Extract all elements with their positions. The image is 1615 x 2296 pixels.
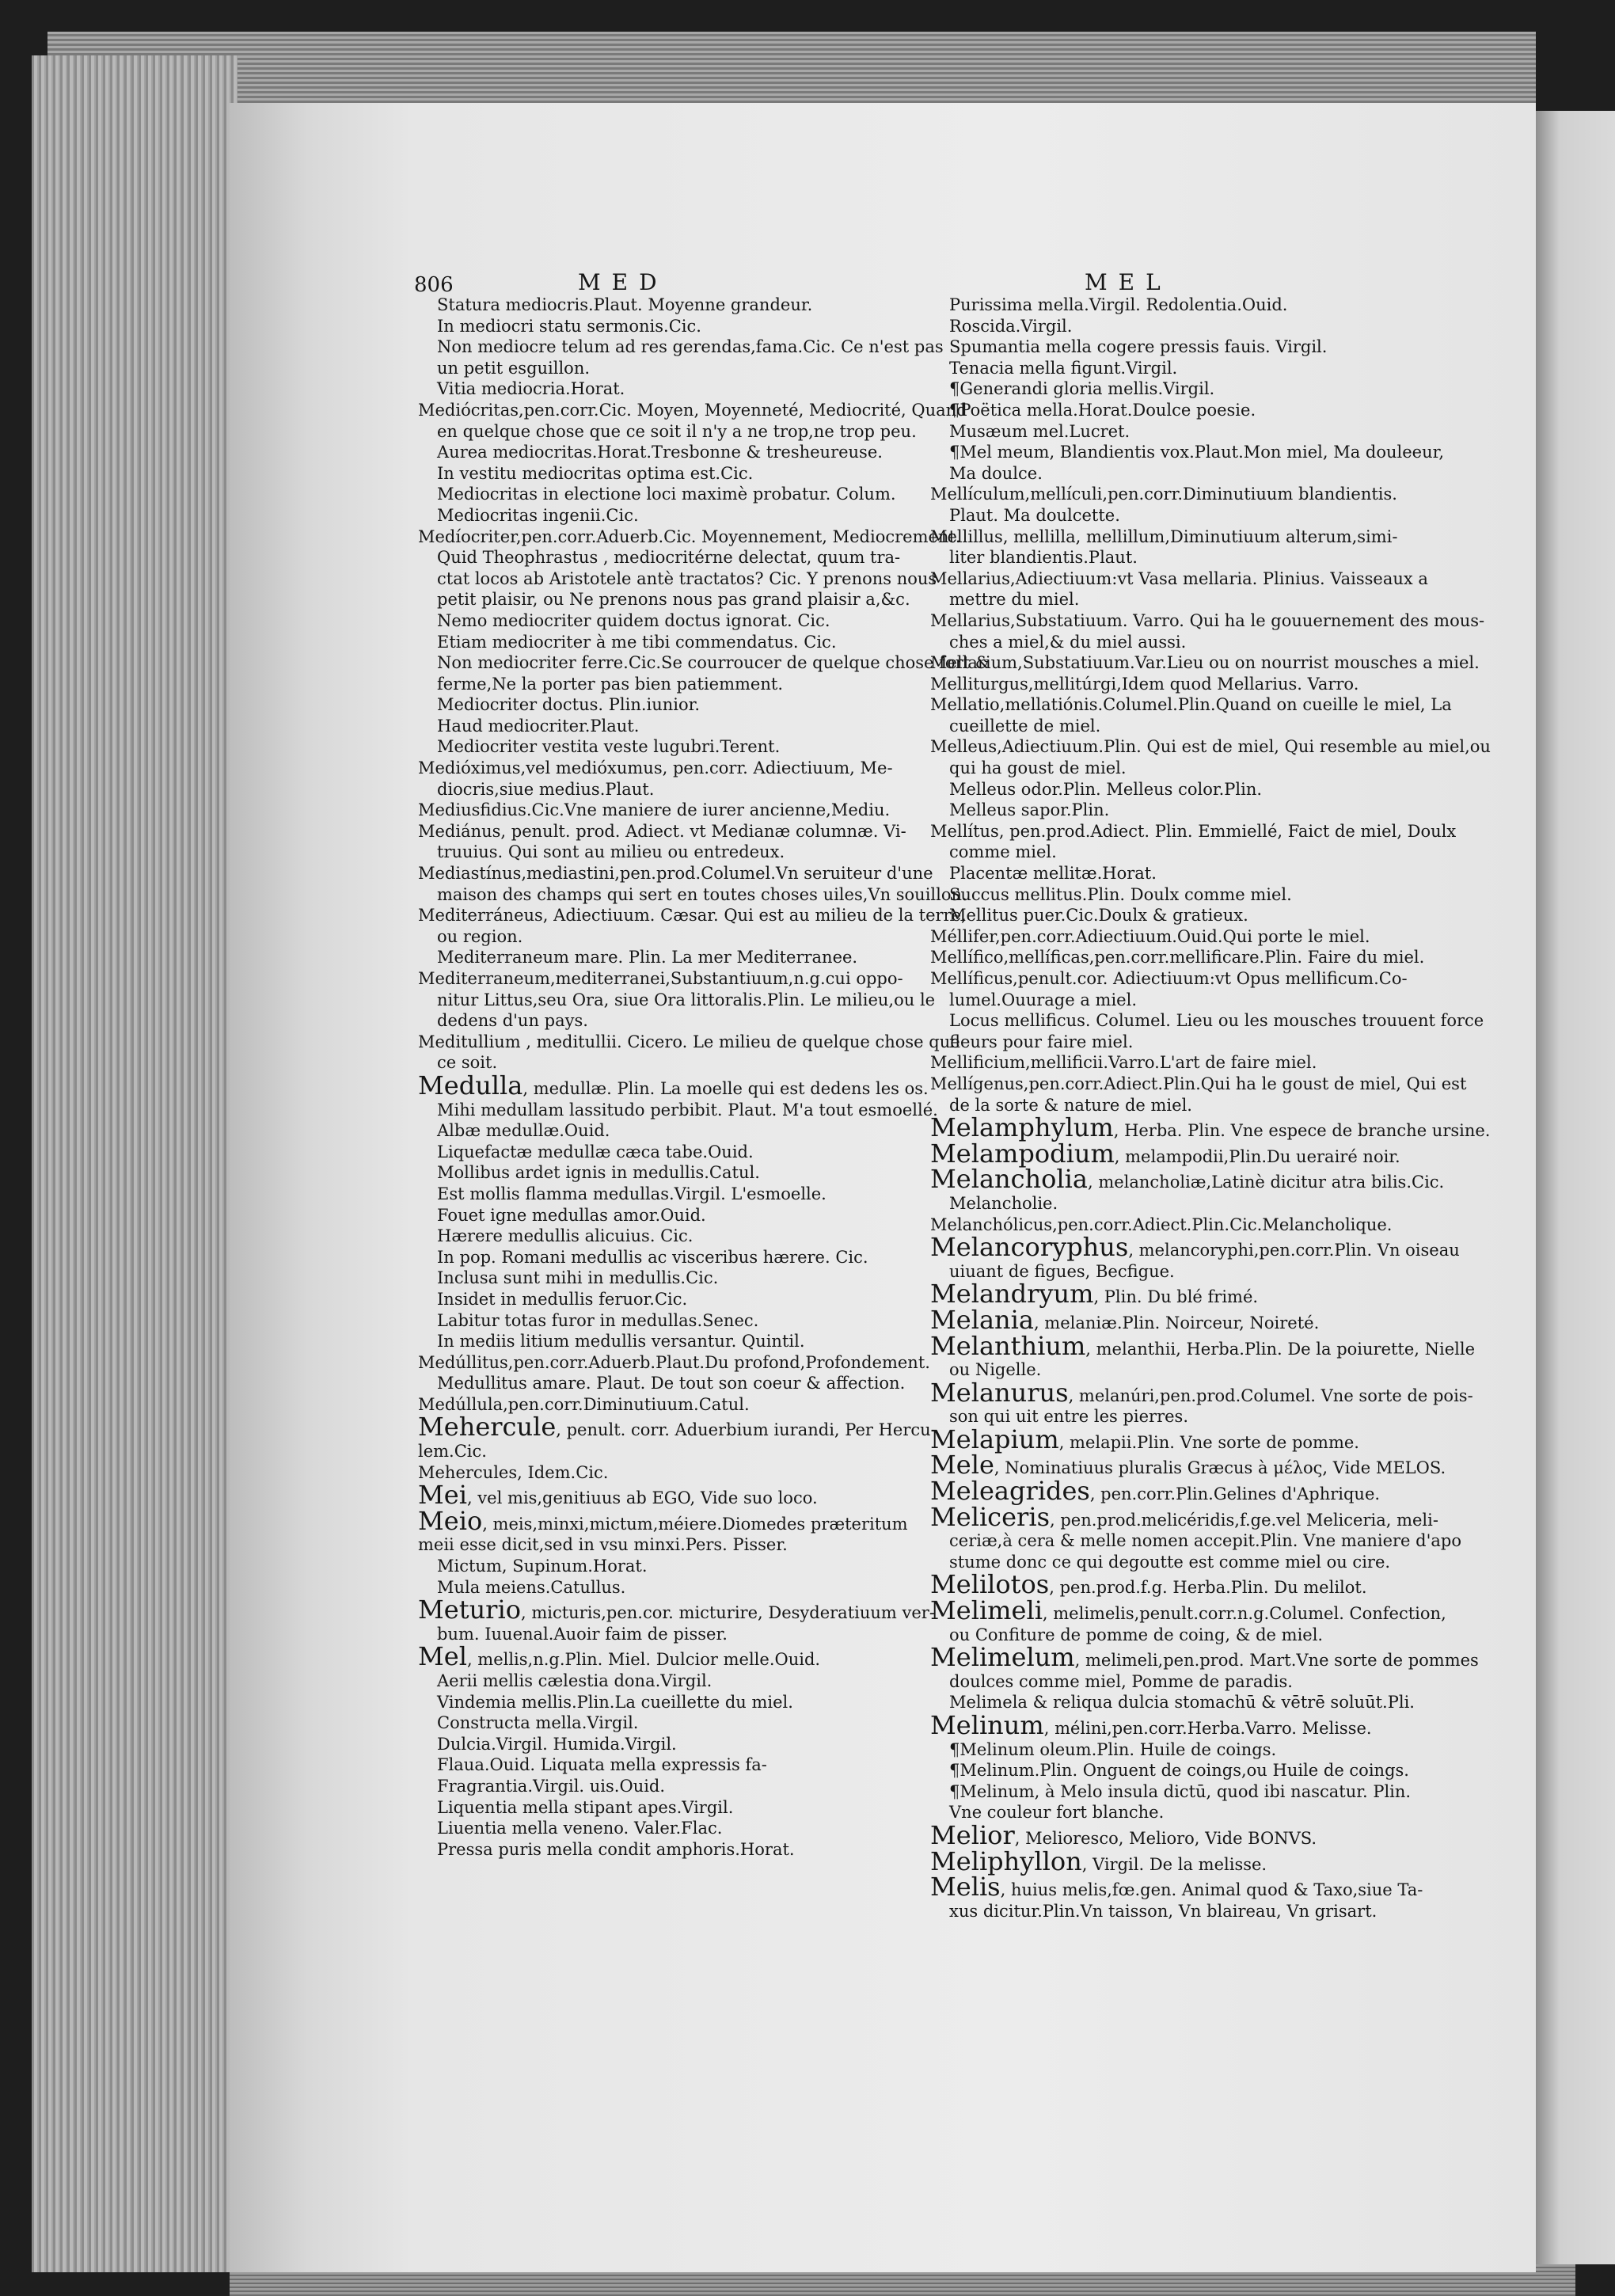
left-text-column (418, 295, 990, 1860)
dictionary-line: Mula meiens.Catullus. (437, 1577, 626, 1597)
dictionary-line: Spumantia mella cogere pressis fauis. Virgil. (949, 337, 1328, 357)
dictionary-line: Meliphyllon, Virgil. De la melisse. (930, 1846, 1267, 1876)
dictionary-line: ou region. (437, 926, 523, 946)
dictionary-line: Medulla, medullæ. Plin. La moelle qui est dedens les os. (418, 1070, 929, 1100)
dictionary-line: Melania, melaniæ.Plin. Noirceur, Noireté. (930, 1304, 1320, 1335)
dictionary-line: Mediterráneus, Adiectiuum. Cæsar. Qui est au milieu de la terre, (418, 906, 967, 926)
dictionary-line: Mediánus, penult. prod. Adiect. vt Medianæ columnæ. Vi- (418, 821, 906, 841)
dictionary-line: mettre du miel. (949, 590, 1080, 610)
dictionary-line: Mellífico,mellíficas,pen.corr.mellificare.Plin. Faire du miel. (930, 948, 1425, 967)
dictionary-line: ¶Mel meum, Blandientis vox.Plaut.Mon miel, Ma douleeur, (949, 443, 1445, 462)
dictionary-line: fleurs pour faire miel. (949, 1032, 1134, 1051)
dictionary-line: Medíocriter,pen.corr.Aduerb.Cic. Moyennement, Mediocrement. (418, 526, 961, 546)
dictionary-line: qui ha goust de miel. (949, 758, 1127, 778)
dictionary-line: Medúllitus,pen.corr.Aduerb.Plaut.Du profond,Profondement. (418, 1352, 930, 1372)
dictionary-line: Etiam mediocriter à me tibi commendatus. Cic. (437, 632, 837, 652)
page-number: 806 (414, 273, 454, 297)
facing-page-edge (1536, 111, 1615, 2264)
dictionary-line: In mediis litium medullis versantur. Quintil. (437, 1332, 805, 1351)
dictionary-line: Statura mediocris.Plaut. Moyenne grandeur. (437, 295, 813, 314)
dictionary-line: uiuant de figues, Becfigue. (949, 1261, 1175, 1281)
dictionary-line: Musæum mel.Lucret. (949, 421, 1130, 441)
dictionary-line: petit plaisir, ou Ne prenons nous pas grand plaisir a,&c. (437, 590, 910, 610)
dictionary-line: liter blandientis.Plaut. (949, 548, 1138, 568)
dictionary-line: comme miel. (949, 842, 1057, 862)
dictionary-line: Melliturgus,mellitúrgi,Idem quod Mellarius. Varro. (930, 674, 1359, 694)
dictionary-line: Melanchólicus,pen.corr.Adiect.Plin.Cic.Melancholique. (930, 1215, 1393, 1234)
dictionary-line: Mictum, Supinum.Horat. (437, 1557, 648, 1576)
dictionary-line: Mediusfidius.Cic.Vne maniere de iurer ancienne,Mediu. (418, 800, 891, 820)
dictionary-line: Mihi medullam lassitudo perbibit. Plaut. M'a tout esmoellé. (437, 1100, 938, 1119)
dictionary-line: Haud mediocriter.Plaut. (437, 716, 640, 736)
dictionary-line: Non mediocriter ferre.Cic.Se courroucer de quelque chose fort & (437, 653, 990, 673)
dictionary-line: Melancholia, melancholiæ,Latinè dicitur atra bilis.Cic. (930, 1164, 1445, 1195)
dictionary-line: Mellígenus,pen.corr.Adiect.Plin.Qui ha le goust de miel, Qui est (930, 1074, 1467, 1093)
dictionary-line: Aurea mediocritas.Horat.Tresbonne & tresheureuse. (437, 443, 883, 462)
dictionary-line: bum. Iuuenal.Auoir faim de pisser. (437, 1624, 728, 1644)
dictionary-line: Melamphylum, Herba. Plin. Vne espece de branche ursine. (930, 1112, 1491, 1143)
dictionary-line: Vne couleur fort blanche. (949, 1803, 1165, 1823)
dictionary-line: Melapium, melapii.Plin. Vne sorte de pomme. (930, 1424, 1359, 1454)
dictionary-line: son qui uit entre les pierres. (949, 1407, 1189, 1427)
dictionary-line: In vestitu mediocritas optima est.Cic. (437, 463, 754, 483)
dictionary-line: maison des champs qui sert en toutes choses uiles,Vn souillon. (437, 884, 967, 904)
dictionary-line: Est mollis flamma medullas.Virgil. L'esmoelle. (437, 1184, 826, 1203)
dictionary-line: Melilotos, pen.prod.f.g. Herba.Plin. Du melilot. (930, 1569, 1367, 1600)
running-head-left: MED (578, 269, 668, 295)
dictionary-line: Ma doulce. (949, 463, 1043, 483)
dictionary-line: xus dicitur.Plin.Vn taisson, Vn blaireau, Vn grisart. (949, 1901, 1378, 1921)
dictionary-line: Mellatio,mellatiónis.Columel.Plin.Quand on cueille le miel, La (930, 695, 1452, 715)
dictionary-line: Nemo mediocriter quidem doctus ignorat. Cic. (437, 610, 830, 630)
dictionary-line: Liquentia mella stipant apes.Virgil. (437, 1797, 734, 1817)
dictionary-line: Mellarius,Substatiuum. Varro. Qui ha le gouuernement des mous- (930, 610, 1485, 630)
dictionary-line: Melis, huius melis,fœ.gen. Animal quod & Taxo,siue Ta- (930, 1872, 1423, 1903)
dictionary-line: Insidet in medullis feruor.Cic. (437, 1289, 688, 1309)
dictionary-line: Purissima mella.Virgil. Redolentia.Ouid. (949, 295, 1288, 314)
dictionary-line: Meio, meis,minxi,mictum,méiere.Diomedes præteritum (418, 1505, 908, 1536)
dictionary-line: Mehercule, penult. corr. Aduerbium iurandi, Per Hercu- (418, 1412, 937, 1443)
dictionary-line: Mellillus, mellilla, mellillum,Diminutiuum alterum,simi- (930, 526, 1398, 546)
dictionary-line: lumel.Ouurage a miel. (949, 990, 1137, 1009)
dictionary-line: Melimeli, melimelis,penult.corr.n.g.Columel. Confection, (930, 1595, 1446, 1626)
dictionary-line: Melleus odor.Plin. Melleus color.Plin. (949, 779, 1263, 799)
dictionary-line: Vindemia mellis.Plin.La cueillette du miel. (437, 1692, 793, 1712)
dictionary-line: Mellarius,Adiectiuum:vt Vasa mellaria. Plinius. Vaisseaux a (930, 568, 1428, 588)
dictionary-line: Mediterraneum,mediterranei,Substantiuum,n.g.cui oppo- (418, 969, 903, 988)
dictionary-line: Mediocriter doctus. Plin.iunior. (437, 695, 701, 715)
dictionary-line: Labitur totas furor in medullas.Senec. (437, 1310, 759, 1330)
dictionary-line: Mei, vel mis,genitiuus ab EGO, Vide suo loco. (418, 1480, 818, 1511)
dictionary-line: Mediocritas in electione loci maximè probatur. Colum. (437, 485, 896, 504)
dictionary-line: ¶Generandi gloria mellis.Virgil. (949, 379, 1215, 399)
dictionary-line: Mellíficus,penult.cor. Adiectiuum:vt Opus mellificum.Co- (930, 969, 1408, 988)
dictionary-line: de la sorte & nature de miel. (949, 1095, 1192, 1115)
dictionary-line: Mellículum,mellículi,pen.corr.Diminutiuum blandientis. (930, 485, 1397, 504)
dictionary-line: Melanurus, melanúri,pen.prod.Columel. Vne sorte de pois- (930, 1377, 1473, 1408)
dictionary-line: Non mediocre telum ad res gerendas,fama.Cic. Ce n'est pas (437, 337, 944, 357)
dictionary-line: ctat locos ab Aristotele antè tractatos? Cic. Y prenons nous (437, 568, 937, 588)
dictionary-line: Aerii mellis cælestia dona.Virgil. (437, 1671, 712, 1690)
dictionary-line: Quid Theophrastus , mediocritérne delectat, quum tra- (437, 548, 901, 568)
dictionary-line: Mellitus puer.Cic.Doulx & gratieux. (949, 906, 1248, 926)
dictionary-line: lem.Cic. (418, 1442, 487, 1462)
dictionary-line: un petit esguillon. (437, 358, 591, 378)
dictionary-line: en quelque chose que ce soit il n'y a ne trop,ne trop peu. (437, 421, 917, 441)
dictionary-line: Mellítus, pen.prod.Adiect. Plin. Emmiellé, Faict de miel, Doulx (930, 821, 1457, 841)
dictionary-line: ou Confiture de pomme de coing, & de miel. (949, 1625, 1324, 1644)
dictionary-line: Placentæ mellitæ.Horat. (949, 864, 1157, 884)
dictionary-line: Medúllula,pen.corr.Diminutiuum.Catul. (418, 1394, 750, 1414)
dictionary-line: Liuentia mella veneno. Valer.Flac. (437, 1819, 723, 1838)
dictionary-line: ou Nigelle. (949, 1360, 1042, 1380)
dictionary-line: Mediastínus,mediastini,pen.prod.Columel.Vn seruiteur d'une (418, 864, 933, 884)
dictionary-line: Méllifer,pen.corr.Adiectiuum.Ouid.Qui porte le miel. (930, 926, 1370, 946)
dictionary-line: Melampodium, melampodii,Plin.Du uerairé noir. (930, 1138, 1400, 1169)
dictionary-line: Melleus,Adiectiuum.Plin. Qui est de miel, Qui resemble au miel,ou (930, 737, 1491, 757)
dictionary-line: Mediócritas,pen.corr.Cic. Moyen, Moyenneté, Mediocrité, Quand (418, 400, 967, 420)
dictionary-line: Inclusa sunt mihi in medullis.Cic. (437, 1268, 719, 1288)
dictionary-line: Mellarium,Substatiuum.Var.Lieu ou on nourrist mousches a miel. (930, 653, 1480, 673)
dictionary-line: Mellificium,mellificii.Varro.L'art de faire miel. (930, 1053, 1317, 1073)
dictionary-line: Albæ medullæ.Ouid. (437, 1121, 610, 1141)
dictionary-line: ¶Melinum.Plin. Onguent de coings,ou Huile de coings. (949, 1761, 1409, 1781)
dictionary-line: Medióximus,vel medióxumus, pen.corr. Adiectiuum, Me- (418, 758, 893, 778)
dictionary-line: Tenacia mella figunt.Virgil. (949, 358, 1178, 378)
dictionary-line: Meditullium , meditullii. Cicero. Le milieu de quelque chose que (418, 1032, 960, 1051)
dictionary-line: Meleagrides, pen.corr.Plin.Gelines d'Aphrique. (930, 1476, 1381, 1507)
dictionary-line: ceriæ,à cera & melle nomen accepit.Plin. Vne maniere d'apo (949, 1531, 1461, 1551)
dictionary-line: Melimelum, melimeli,pen.prod. Mart.Vne sorte de pommes (930, 1642, 1479, 1673)
dictionary-line: Mediterraneum mare. Plin. La mer Mediterranee. (437, 948, 858, 967)
dictionary-line: ce soit. (437, 1053, 498, 1073)
dictionary-line: Mediocritas ingenii.Cic. (437, 505, 639, 525)
dictionary-line: Melanthium, melanthii, Herba.Plin. De la poiurette, Nielle (930, 1330, 1476, 1361)
dictionary-line: ¶Melinum oleum.Plin. Huile de coings. (949, 1739, 1277, 1759)
right-text-column (930, 295, 1491, 1922)
dictionary-line: ferme,Ne la porter pas bien patiemment. (437, 674, 783, 694)
dictionary-line: Fragrantia.Virgil. uis.Ouid. (437, 1776, 666, 1796)
dictionary-line: nitur Littus,seu Ora, siue Ora littoralis.Plin. Le milieu,ou le (437, 990, 936, 1009)
dictionary-line: Hærere medullis alicuius. Cic. (437, 1226, 694, 1246)
dictionary-line: meii esse dicit,sed in vsu minxi.Pers. Pisser. (418, 1535, 788, 1555)
dictionary-line: In mediocri statu sermonis.Cic. (437, 316, 701, 336)
dictionary-line: stume donc ce qui degoutte est comme miel ou cire. (949, 1552, 1391, 1572)
dictionary-line: Melleus sapor.Plin. (949, 800, 1110, 820)
dictionary-line: Melancoryphus, melancoryphi,pen.corr.Plin. Vn oiseau (930, 1232, 1460, 1263)
dictionary-line: Constructa mella.Virgil. (437, 1713, 639, 1733)
dictionary-line: ¶Poëtica mella.Horat.Doulce poesie. (949, 400, 1256, 420)
dictionary-line: Mel, mellis,n.g.Plin. Miel. Dulcior melle.Ouid. (418, 1641, 821, 1672)
dictionary-line: Meturio, micturis,pen.cor. micturire, Desyderatiuum ver- (418, 1595, 935, 1625)
dictionary-line: Medullitus amare. Plaut. De tout son coeur & affection. (437, 1374, 906, 1393)
dictionary-line: Melimela & reliqua dulcia stomachū & vētrē soluūt.Pli. (949, 1693, 1415, 1712)
page-edges-left (32, 55, 238, 2272)
dictionary-line: Melior, Melioresco, Melioro, Vide BONVS. (930, 1819, 1317, 1850)
dictionary-line: ¶Melinum, à Melo insula dictū, quod ibi nascatur. Plin. (949, 1781, 1412, 1801)
dictionary-line: Plaut. Ma doulcette. (949, 505, 1120, 525)
dictionary-line: Vitia mediocria.Horat. (437, 379, 625, 399)
dictionary-line: Mehercules, Idem.Cic. (418, 1462, 609, 1482)
dictionary-line: Succus mellitus.Plin. Doulx comme miel. (949, 884, 1292, 904)
dictionary-line: Mele, Nominatiuus pluralis Græcus à μέλος, Vide MELOS. (930, 1450, 1446, 1481)
dictionary-line: Pressa puris mella condit amphoris.Horat. (437, 1839, 795, 1859)
dictionary-line: Melancholie. (949, 1193, 1058, 1213)
dictionary-line: cueillette de miel. (949, 716, 1101, 736)
running-head-right: MEL (1085, 269, 1172, 295)
dictionary-line: Liquefactæ medullæ cæca tabe.Ouid. (437, 1142, 754, 1161)
dictionary-line: Meliceris, pen.prod.melicéridis,f.ge.vel Meliceria, meli- (930, 1501, 1438, 1532)
dictionary-line: Flaua.Ouid. Liquata mella expressis fa- (437, 1755, 767, 1775)
dictionary-line: Locus mellificus. Columel. Lieu ou les mousches trouuent force (949, 1011, 1484, 1031)
dictionary-line: truuius. Qui sont au milieu ou entredeux. (437, 842, 785, 862)
dictionary-line: dedens d'un pays. (437, 1011, 588, 1031)
dictionary-line: doulces comme miel, Pomme de paradis. (949, 1671, 1293, 1691)
dictionary-line: Melandryum, Plin. Du blé frimé. (930, 1279, 1259, 1310)
dictionary-line: Mediocriter vestita veste lugubri.Terent. (437, 737, 781, 757)
dictionary-line: Melinum, mélini,pen.corr.Herba.Varro. Melisse. (930, 1710, 1372, 1740)
dictionary-line: Fouet igne medullas amor.Ouid. (437, 1205, 706, 1225)
dictionary-line: diocris,siue medius.Plaut. (437, 779, 655, 799)
dictionary-line: ches a miel,& du miel aussi. (949, 632, 1187, 652)
dictionary-line: Mollibus ardet ignis in medullis.Catul. (437, 1163, 760, 1183)
dictionary-line: In pop. Romani medullis ac visceribus hærere. Cic. (437, 1247, 868, 1267)
dictionary-line: Dulcia.Virgil. Humida.Virgil. (437, 1734, 677, 1754)
dictionary-line: Roscida.Virgil. (949, 316, 1073, 336)
